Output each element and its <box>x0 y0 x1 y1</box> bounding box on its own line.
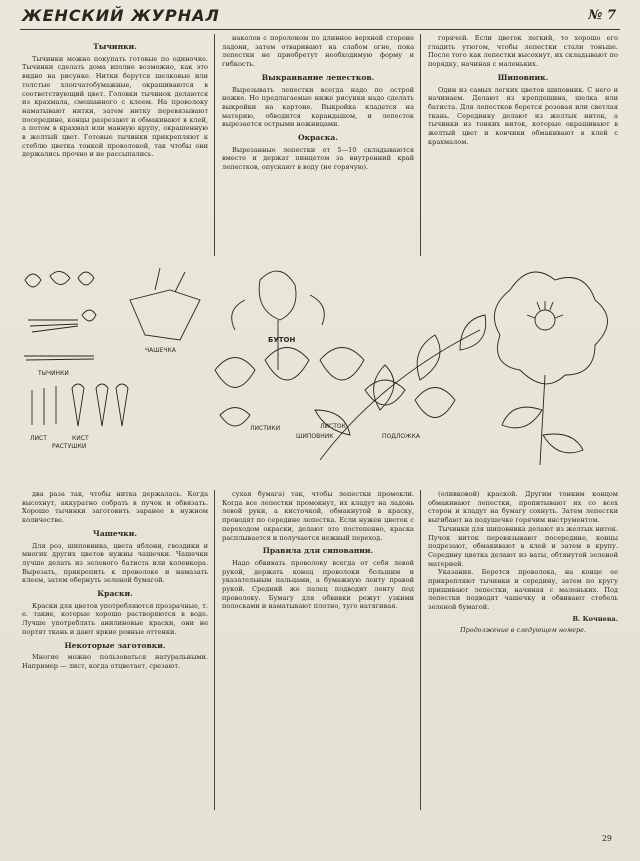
column-1-top <box>22 38 208 256</box>
paragraph: Указания. Берется проволока, на конце ее прикрепляют тычинки и середину, затем по кругу пришивают лепестки, начиная с маленьких. Под лепестки подводят чашечку и обвивают стебель зеленой бумагой. <box>428 568 618 612</box>
paragraph: два раза так, чтобы нитка держалась. Когда высохнут, аккуратно собрать в пучок и обвязать. Хорошо тычинки заготовить заранее в нужном количестве. <box>22 490 208 525</box>
header-rule <box>20 29 620 30</box>
column-2-top <box>222 34 414 256</box>
label-rastushki: РАСТУШКИ <box>52 443 87 450</box>
paragraph: сухая бумага) так, чтобы лепестки промокли. Когда все лепестки промокнут, их кладут на ладонь левой руки, а кисточкой, обмакнутой в краску, проводят по середине лепестка. Если нужен цветок с переходом окраски, делают это постепенно, краска расплывается и получается нежный переход. <box>222 490 414 542</box>
column-3-bottom <box>428 490 618 820</box>
heading-vykraivanie: Выкраивание лепестков. <box>261 72 375 82</box>
label-list: ЛИСТ <box>30 435 47 442</box>
heading-okraska: Окраска. <box>297 133 338 143</box>
label-listok: ЛИСТОК <box>320 423 346 430</box>
magazine-title: ЖЕНСКИЙ ЖУРНАЛ <box>22 6 220 25</box>
calyx-drawing <box>130 268 200 340</box>
column-divider <box>214 34 215 256</box>
heading-pravila: Правила для сиповании. <box>262 546 374 556</box>
paragraph: Вырезывать лепестки всегда надо по острой ножке. Но предлагаемые ниже рисунки надо сделать выкройки на картоне. Выкройка кладется на материю, обводится карандашом, и лепесток вырезается острыми ножницами. <box>222 85 414 129</box>
stamens-drawing <box>24 271 128 426</box>
label-podlozhka: ПОДЛОЖКА <box>382 433 420 440</box>
flower-making-illustration <box>20 260 620 485</box>
issue-number: № 7 <box>588 8 616 23</box>
column-divider <box>214 490 215 810</box>
paragraph: Краски для цветов употребляются прозрачные, т. е. такие, которые хорошо растворяются в воде. Лучше употреблять анилиновые краски, они не портят ткань и дают яркие ровные оттенки. <box>22 601 208 636</box>
column-2-bottom <box>222 490 414 820</box>
label-chashechka: ЧАШЕЧКА <box>145 347 176 354</box>
paragraph: (оливковой) краской. Другим тонким концом обмакивают лепестки, пропитывают их со всех сторон и кладут на бумагу сохнуть. Затем лепестки выгибают на подушечке горячим инструментом. <box>428 490 618 525</box>
page-header <box>0 0 640 30</box>
paragraph: Вырезанные лепестки от 5—10 складываются вместе и держат пинцетом за внутренний край лепестков, опускают в воду (не горячую). <box>222 145 414 172</box>
paragraph: Надо обвивать проволоку всегда от себя левой рукой, держать конец проволоки большим и указательным пальцами, а бумажную ленту правой рукой. Средний же палец подводит ленту под проволоку. Бумагу для обвивки режут узкими полосками и наматывают плотно, туго натягивая. <box>222 558 414 611</box>
column-1-bottom <box>22 490 208 820</box>
paragraph: Один из самых легких цветов шиповник. С него и начинаем. Делают из крепдешина, шелка или батиста. Для лепестков берется розовая или светлая ткань. Серединку делают из желтых ниток, а тычинки из тонких ниток, которые окрашивают в желтый цвет и кончики обмакивают в клей с крахмалом. <box>428 85 618 146</box>
heading-zagotovki: Некоторые заготовки. <box>64 640 166 650</box>
bud-drawing <box>232 271 325 370</box>
column-divider <box>420 490 421 810</box>
continuation-note: Продолжение в следующем номере. <box>460 625 586 634</box>
heading-shipovnik: Шиповник. <box>497 72 549 82</box>
paragraph: Тычинки для шиповника делают из желтых ниток. Пучок ниток перевязывают посередине, концы подрезают, обмакивают в клей и затем в крупу. Середину цветка делают из ваты, обтянутой зеленой материей. <box>428 524 618 568</box>
heading-kraski: Краски. <box>97 589 133 599</box>
paragraph: горячей. Если цветок легкий, то хорошо его гладить утюгом, чтобы лепестки стали тоньше. После того как лепестки высохнут, их складывают по порядку, начиная с маленьких. <box>428 34 618 69</box>
paragraph: наколов с поролоном по длинное верхней стороне ладони, затем отваривают на слабом огне, пока лепестки не приобретут необходимую форму и гибкость. <box>222 34 414 69</box>
column-3-top <box>428 34 618 256</box>
label-tychinki: ТЫЧИНКИ <box>38 370 69 377</box>
column-divider <box>420 34 421 256</box>
shipovnik-flower-drawing <box>494 272 607 465</box>
paragraph: Для роз, шиповника, цвета яблони, гвоздики и многих других цветов нужны чашечки. Чашечки лучше делать из зеленого батиста или коленкора. Вырезать, прикрепить к проволоке и намазать клеем, затем обернуть зеленой бумагой. <box>22 541 208 585</box>
heading-tychinki: Тычинки. <box>93 42 137 51</box>
label-buton: БУТОН <box>268 336 296 344</box>
label-listiki: ЛИСТИКИ <box>250 425 281 432</box>
label-kist: КИСТ <box>72 435 89 442</box>
author-signature: В. Кочнева. <box>572 614 618 623</box>
page-number: 29 <box>601 834 612 843</box>
heading-chashechki: Чашечки. <box>92 528 138 538</box>
label-shipovnik: ШИПОВНИК <box>296 433 334 440</box>
paragraph: Тычинки можно покупать готовые по одиночке. Тычинки сделать дома вполне возможно, как это видно на рисунке. Нитки берутся шелковые или толстые хлопчатобумажные, окрашиваются в соответствующий цвет. Головки тычинок делаются из крахмала, смешанного с клеем. На проволоку наматывают нитки, затем нитку перевязывают посередине, концы разрезают и обмакивают в клей, а потом в крахмал или манную крупу, окрашенную в желтый цвет. Готовые тычинки прикрепляют к стеблю цветка тонкой проволокой, так чтобы они держались прочно и не рассыпались. <box>22 54 208 159</box>
paragraph: Многие можно пользоваться натуральными. Например — лист, когда отцветает, срезают. <box>22 653 208 670</box>
